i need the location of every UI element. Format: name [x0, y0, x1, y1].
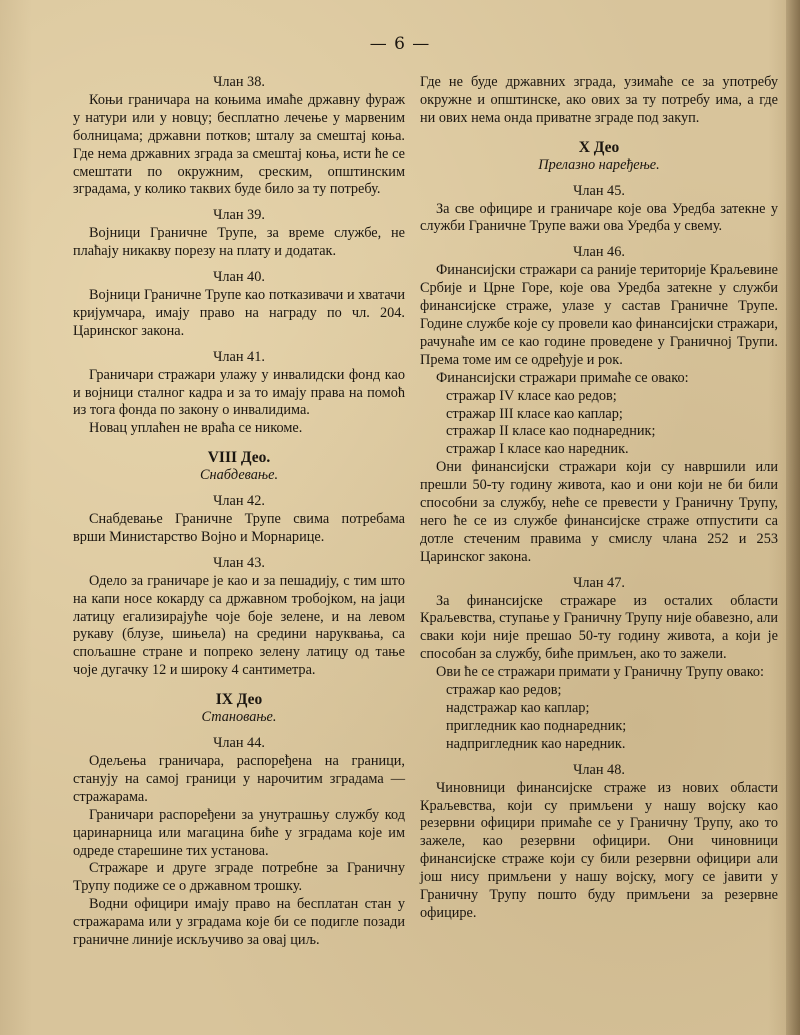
paragraph: Одело за граничаре је као и за пешадију, с тим што на капи носе кокарду са државном тробојком, на јаци латицу егализирајуће чоје боје зелене, и на левом рукаву (блузе, шињела) на средини наруквања, са спољашне стране и попреко зелену латицу од тање чоје дугачку 12 и широку 4 сантиметра. — [73, 572, 405, 679]
paragraph: Граничари распоређени за унутрашњу службу код царинарница или магацина биће у зградама које им одреде старешине тих установа. — [73, 806, 405, 859]
rank-line: стражар III класе као каплар; — [446, 405, 623, 422]
paragraph: Чиновници финансијске страже из нових области Краљевства, који су примљени у нашу војску као резервни официри примаће се у Граничну Трупу, ако то зажеле, као резервни официри. Они чиновници финансијске страже који су били резервни официри али још нису примљени у нашу војску, могу се јавити у Граничну Трупу пошто буду примљени за резервне официре. — [420, 779, 778, 921]
paragraph: Где не буде државних зграда, узимаће се за употребу окружне и општинске, ако ових за ту потребу има, а где ни ових нема онда приватне зграде под закуп. — [420, 74, 778, 126]
paragraph: Снабдевање Граничне Трупе свима потребама врши Министарство Војно и Морнарице. — [73, 511, 405, 545]
rank-line: стражар IV класе као редов; — [446, 387, 617, 404]
article-title: Члан 43. — [213, 554, 265, 571]
paragraph: За све официре и граничаре које ова Уредба затекне у служби Граничне Трупе важи ова Уредба у свему. — [420, 200, 778, 235]
article-title: Члан 38. — [213, 74, 265, 90]
part-subtitle: Прелазно наређење. — [538, 156, 660, 173]
paragraph: Они финансијски стражари који су навршили или прешли 50-ту годину живота, као и они који не би били способни за службу, неће се превести у Граничну Трупу, него ће се из службе финансијске страже отпустити са дотле стеченим правима у смислу члана 252 и 253 Царинског закона. — [420, 459, 778, 565]
article-title: Члан 44. — [213, 735, 265, 752]
part-heading: X Део — [578, 138, 620, 156]
article-title: Члан 48. — [573, 761, 625, 778]
paragraph: Водни официри имају право на бесплатан стан у стражарама или у зградама које би се подигле позади граничне линије искључиво за овај циљ. — [73, 896, 405, 949]
paragraph: За финансијске стражаре из осталих области Краљевства, ступање у Граничну Трупу није обавезно, али сваки који није прешао 50-ту годину живота, а који је способан за службу, биће примљен, ако то зажели. — [420, 592, 779, 663]
page-edge — [786, 0, 800, 1035]
article-title: Члан 47. — [573, 574, 625, 591]
part-heading: IX Део — [215, 691, 263, 709]
article-title: Члан 41. — [213, 348, 265, 365]
article-title: Члан 39. — [213, 207, 265, 224]
paragraph: Стражаре и друге зграде потребне за Граничну Трупу подиже се о државном трошку. — [73, 860, 405, 895]
right-column — [420, 74, 778, 923]
part-subtitle: Становање. — [201, 709, 277, 726]
article-title: Члан 46. — [573, 244, 625, 261]
rank-line: надстражар као каплар; — [446, 700, 590, 716]
paragraph: Ови ће се стражари примати у Граничну Трупу овако: — [436, 664, 765, 681]
page-number: — 6 — — [369, 34, 431, 54]
paragraph: Финансијски стражари са раније територије Краљевине Србије и Црне Горе, које ова Уредба затекне у служби финансијске страже, улазе у састав Граничне Трупе. Године службе које су провели као финансијски стражари, рачунаће им се као године проведене у Граничној Трупи. Према томе им се одређује и рок. — [420, 262, 778, 368]
article-title: Члан 45. — [573, 182, 625, 199]
paragraph: Коњи граничара на коњима имаће државну фураж у натури или у новцу; бесплатно лечење у марвеним болницама; државни потков; шталу за смештај коња. Где нема државних зграда за смештај коња, исти ће се смештати по окружним, среским, општинским зградама, у колико таквих буде било за ту потребу. — [73, 91, 405, 198]
rank-line: надпригледник као наредник. — [446, 735, 626, 752]
paragraph: Војници Граничне Трупе, за време службе, не плаћају никакву порезу на плату и додатак. — [73, 225, 405, 260]
rank-line: стражар I класе као наредник. — [446, 441, 629, 458]
rank-line: пригледник као поднаредник; — [446, 717, 627, 734]
left-column — [73, 74, 405, 950]
rank-line: стражар II класе као поднаредник; — [446, 423, 656, 440]
paragraph: Финансијски стражари примаће се овако: — [436, 369, 689, 386]
article-title: Члан 42. — [213, 493, 265, 510]
part-subtitle: Снабдевање. — [199, 467, 279, 484]
article-title: Члан 40. — [213, 269, 265, 286]
paragraph: Војници Граничне Трупе као потказивачи и хватачи кријумчара, имају право на награду по чл. 204. Царинског закона. — [73, 286, 405, 339]
paragraph: Одељења граничара, распоређена на граници, станују на самој граници у нарочитим зградама — стражарама. — [73, 753, 405, 805]
paragraph: Новац уплаћен не враћа се никоме. — [89, 420, 303, 437]
rank-line: стражар као редов; — [446, 682, 562, 699]
part-heading: VIII Део. — [207, 449, 271, 467]
paragraph: Граничари стражари улажу у инвалидски фонд као и војници сталног кадра и за то имају права на помоћ из тога фонда по закону о инвалидима. — [73, 366, 405, 419]
